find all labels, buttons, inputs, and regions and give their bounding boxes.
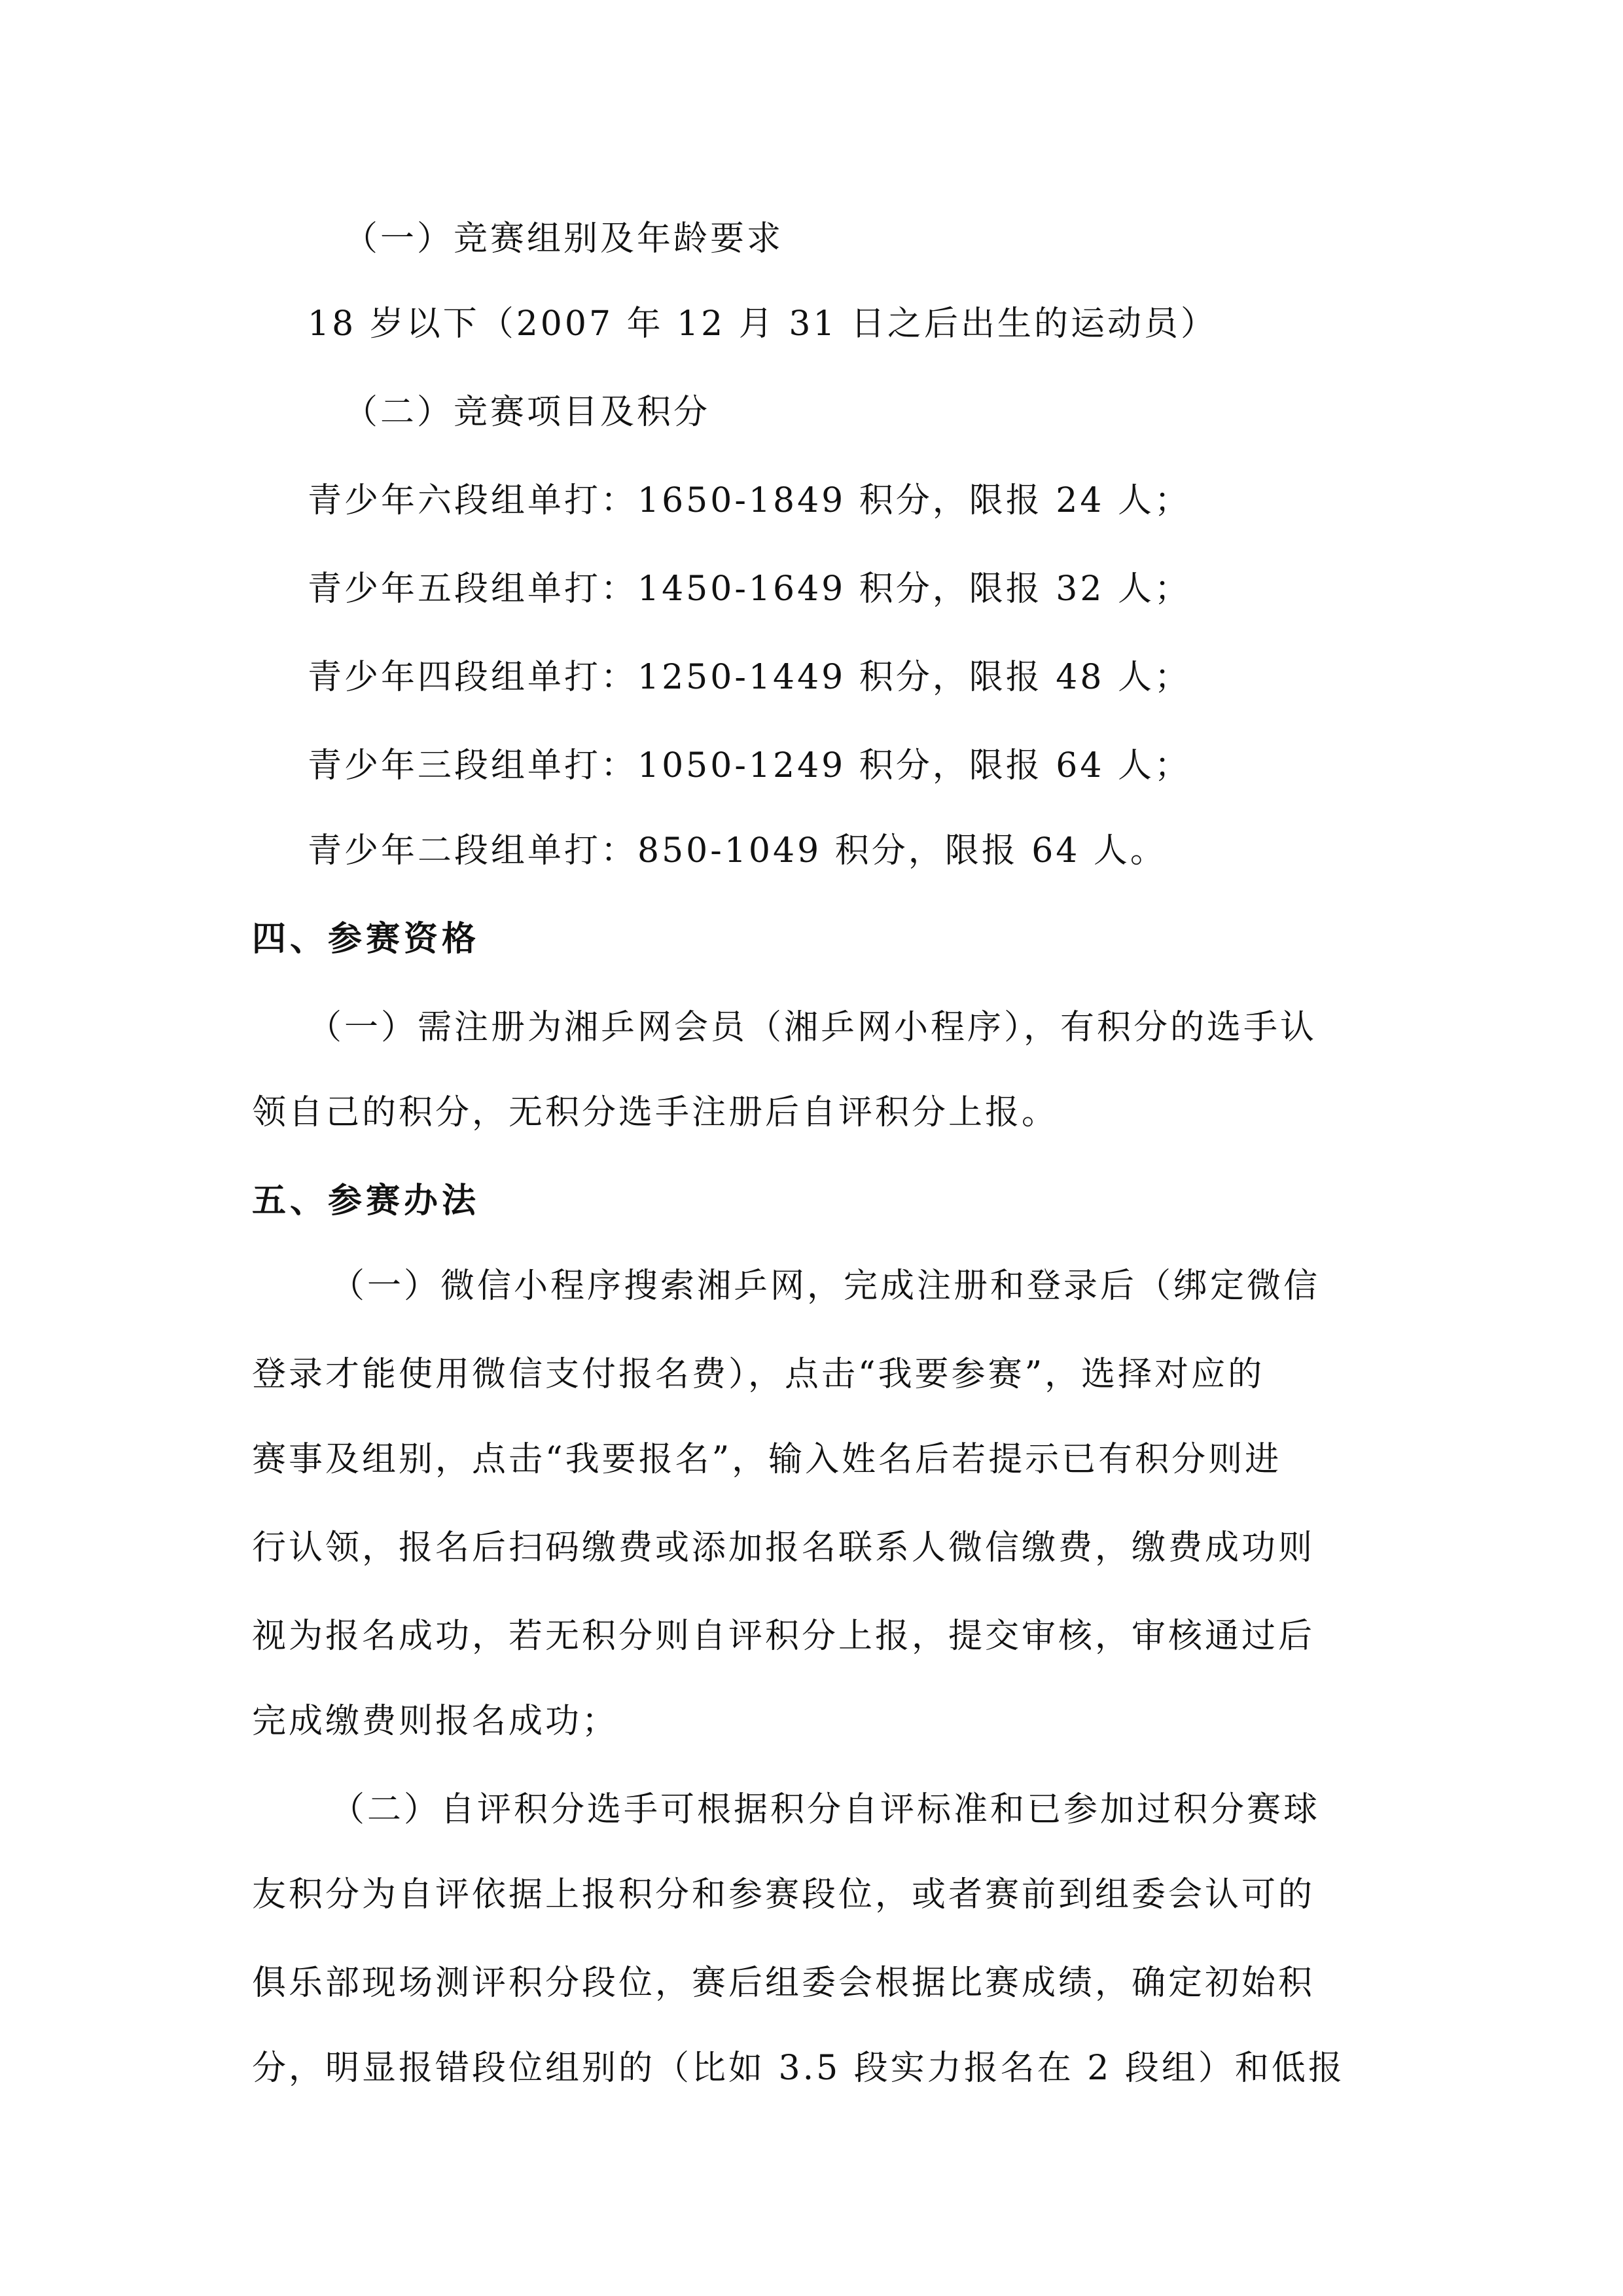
eligibility-heading: 四、参赛资格: [252, 920, 480, 959]
event-item: 青少年五段组单打：1450-1649 积分，限报 32 人；: [308, 569, 1191, 609]
method-para1-line: 登录才能使用微信支付报名费），点击“我要参赛”，选择对应的: [252, 1355, 1265, 1394]
event-item: 青少年三段组单打：1050-1249 积分，限报 64 人；: [308, 746, 1191, 785]
method-para2-line: 分，明显报错段位组别的（比如 3.5 段实力报名在 2 段组）和低报: [252, 2049, 1345, 2088]
method-para2-line: （二）自评积分选手可根据积分自评标准和已参加过积分赛球: [330, 1790, 1321, 1829]
events-title: （二）竞赛项目及积分: [344, 393, 711, 432]
method-heading: 五、参赛办法: [252, 1181, 480, 1221]
eligibility-line: （一）需注册为湘乒网会员（湘乒网小程序），有积分的选手认: [308, 1008, 1317, 1047]
method-para1-line: 行认领，报名后扫码缴费或添加报名联系人微信缴费，缴费成功则: [252, 1528, 1315, 1568]
method-para1-line: 完成缴费则报名成功；: [252, 1702, 619, 1741]
event-item: 青少年二段组单打：850-1049 积分，限报 64 人。: [308, 831, 1167, 870]
age-group-text: 18 岁以下（2007 年 12 月 31 日之后出生的运动员）: [308, 304, 1218, 344]
method-para1-line: 视为报名成功，若无积分则自评积分上报，提交审核，审核通过后: [252, 1617, 1315, 1656]
method-para1-line: （一）微信小程序搜索湘乒网，完成注册和登录后（绑定微信: [330, 1266, 1321, 1306]
eligibility-line: 领自己的积分，无积分选手注册后自评积分上报。: [252, 1093, 1059, 1132]
event-item: 青少年四段组单打：1250-1449 积分，限报 48 人；: [308, 658, 1191, 697]
age-group-title: （一）竞赛组别及年龄要求: [344, 219, 784, 259]
event-item: 青少年六段组单打：1650-1849 积分，限报 24 人；: [308, 481, 1191, 520]
method-para2-line: 友积分为自评依据上报积分和参赛段位，或者赛前到组委会认可的: [252, 1875, 1315, 1914]
method-para1-line: 赛事及组别，点击“我要报名”，输入姓名后若提示已有积分则进: [252, 1440, 1282, 1479]
method-para2-line: 俱乐部现场测评积分段位，赛后组委会根据比赛成绩，确定初始积: [252, 1964, 1315, 2003]
